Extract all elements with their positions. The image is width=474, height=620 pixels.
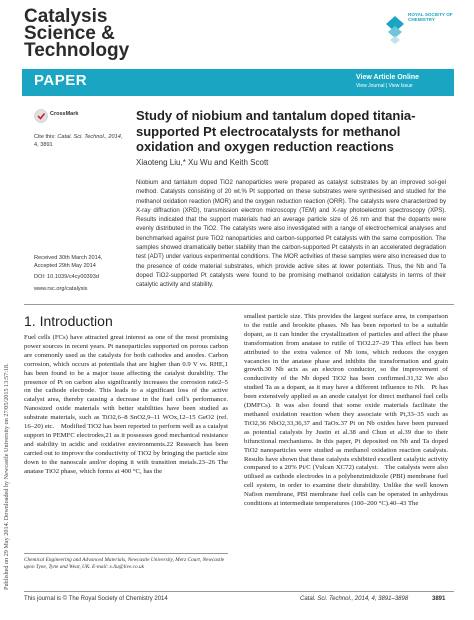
accepted-date: Accepted 29th May 2014 xyxy=(34,262,96,269)
footer-citation: Catal. Sci. Technol., 2014, 4, 3891–3898 xyxy=(300,596,409,602)
side-strip-text: Published on 29 May 2014. Downloaded by Newcastle University on 27/05/2015 13:57:18. xyxy=(3,363,10,590)
footer-copyright: This journal is © The Royal Society of Chemistry 2014 xyxy=(24,596,168,602)
footer-divider xyxy=(24,591,454,592)
authors: Xiaoteng Liu,* Xu Wu and Keith Scott xyxy=(136,158,269,167)
cite-label: Cite this: xyxy=(34,134,56,140)
affiliation-footnote: Chemical Engineering and Advanced Materials, Newcastle University, Merz Court, Newcastle upon Tyne, Tyne and Wear, UK. E-mail: x.liu@live.co.uk xyxy=(24,557,225,570)
journal-url[interactable]: www.rsc.org/catalysis xyxy=(34,285,88,292)
section-heading: 1. Introduction xyxy=(24,313,113,329)
crossmark-label[interactable]: CrossMark xyxy=(50,111,79,117)
journal-title-line2: Science & xyxy=(24,23,115,44)
journal-title xyxy=(24,8,224,59)
article-title: Study of niobium and tantalum doped titania-supported Pt electrocatalysts for methanol oxidation and oxygen reduction reactions xyxy=(136,108,416,154)
footnote-divider xyxy=(24,553,228,554)
dates-block xyxy=(34,255,132,293)
cite-ref-volume: 4, 3891 xyxy=(34,141,53,148)
crossmark-icon[interactable] xyxy=(34,109,48,123)
received-date: Received 30th March 2014, xyxy=(34,255,103,261)
left-column-text: Fuel cells (FCs) have attracted great interest as one of the most promising power sources in recent years. Pt nanoparticles supported on porous carbon are commonly used as the catalysts for both cathodes and anodes. Carbon corrosion, which occurs at potentials that are higher than 0.9 V vs. RHE,1 has been found to be a major issue affecting the catalyst durability. The presence of Pt on carbon also significantly increases the corrosion rate2–5 on the cathode electrode. This leads to a significant loss of the active catalyst area, thereby causing a decrease in the fuel cell's performance. Nanosized oxide materials with better stabilities have been studied as substrate materials, such as TiO2,6–8 SnO2,9–11 WOx,12–15 GeO2 (ref. 16–20) etc. Modified TiO2 has been reported to perform well as a catalyst support in PEMFC electrodes,21 as it possesses good mechanical resistance and stability in acidic and oxidative environments.22 Research has been carried out to improve the conductivity of TiO2 by bringing the particle size down to the nanoscale and/or doping it with transition metals.23–26 The anatase TiO2 phase, which forms at 400 °C, has the xyxy=(24,334,228,475)
publisher-logo-text: ROYAL SOCIETY OF CHEMISTRY xyxy=(408,12,453,23)
cite-ref: Catal. Sci. Technol., 2014, xyxy=(57,134,123,140)
journal-title-line1: Catalysis xyxy=(24,6,108,27)
doi[interactable]: DOI: 10.1039/c4cy00393d xyxy=(34,274,99,280)
right-column-text: smallest particle size. This provides the largest surface area, in comparison to the rutile and brookite phases. Nb has been reported to be a suitable dopant, as it can hinder the crystallization of particles and affect the phase transformation from anatase to rutile of TiO2.27–29 This effect has been attributed to the extra valence of Nb ions, which reduces the oxygen vacancies in the anatase phase and inhibits the transformation and grain growth.30 Nb acts as an electron conductor, so the improvement of conductivity of the Nb doped TiO2 has been confirmed.31,32 We also studied Ta as a dopant, as it may have a different influence to Nb. Pt has been extensively applied as an anode catalyst for direct methanol fuel cells (DMFCs). It was also found that some oxide materials facilitate the methanol oxidation reaction when they associate with Pt,33–35 such as TiO2,36 NbO2,33,36,37 and TaOx.37 Pt on Nb oxides have been pursued as potential catalysts by Justin et al.38 and Chun et al.39 due to their bifunctional mechanisms. In this paper, Pt deposited on Nb and Ta doped TiO2 nanoparticles were studied as methanol oxidation reaction catalysts. Results have shown that these catalysts exhibited excellent catalytic activity compared to a 20% Pt/C (Vulcan XC72) catalyst. The catalysts were also utilised as cathode electrodes in a polybenzimidizole (PBI) membrane fuel cell system, in order to examine their durability. Unlike the well known Nafion membrane, PBI membrane fuel cells can be operated in anhydrous conditions at intermediate temperatures (100–200 °C).40–43 The xyxy=(244,313,448,508)
view-article-online-link[interactable]: View Article Online xyxy=(356,74,420,81)
section-divider xyxy=(24,304,454,305)
abstract: Niobium and tantalum doped TiO2 nanoparticles were prepared as catalyst substrates by an improved sol-gel method. Catalysts consisting of 20 wt.% Pt supported on these substrates were synthesised and studied for the methanol oxidation reaction (MOR) and the oxygen reduction reaction (ORR). The catalysts were characterized by X-ray diffraction (XRD), transmission electron microscopy (TEM) and X-ray photoelectron spectroscopy (XPS). Results indicated that the support materials had an average particle size of 26 nm and that the dopants were evenly distributed in the TiO2. The catalysts were also investigated with a range of electrochemical analyses and benchmarked against pure TiO2 nanoparticles and carbon-supported Pt catalysts with the same composition. The samples showed dramatically better stability than the carbon-supported Pt catalysts in an accelerated degradation test (ADT) under various experimental conditions. The MOR activities of these samples were also increased due to the presence of oxide material substrates, which provide active sites at lower potentials. Thus, the Nb and Ta doped TiO2-supported Pt catalysts were found to be promising methanol oxidation catalysts in terms of their catalytic activity and stability. xyxy=(136,179,446,289)
view-journal-issue-links[interactable]: View Journal | View Issue xyxy=(356,83,413,89)
cite-block xyxy=(34,134,130,149)
rsc-logo-icon xyxy=(384,14,406,52)
download-side-strip xyxy=(3,120,13,590)
journal-title-line3: Technology xyxy=(24,40,130,61)
banner-paper-label: PAPER xyxy=(34,72,88,89)
page-number: 3891 xyxy=(432,596,446,602)
